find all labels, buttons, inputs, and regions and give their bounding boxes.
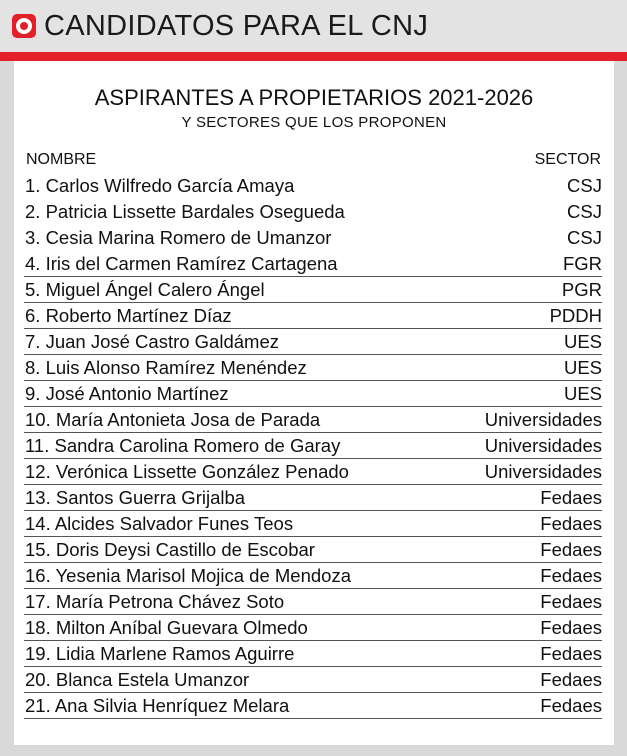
candidate-sector: FGR bbox=[562, 252, 602, 274]
column-header-sector: SECTOR bbox=[534, 151, 601, 168]
candidate-sector: CSJ bbox=[567, 200, 602, 222]
candidate-sector: Fedaes bbox=[540, 642, 602, 664]
candidate-name: 19. Lidia Marlene Ramos Aguirre bbox=[25, 642, 295, 664]
candidate-name: 4. Iris del Carmen Ramírez Cartagena bbox=[25, 252, 338, 274]
candidate-sector: PGR bbox=[561, 278, 602, 300]
column-header-name: NOMBRE bbox=[26, 151, 97, 168]
table-row bbox=[24, 589, 602, 615]
candidate-name: 21. Ana Silvia Henríquez Melara bbox=[25, 694, 290, 716]
candidate-sector: Universidades bbox=[484, 408, 602, 430]
table-row bbox=[24, 407, 602, 433]
candidate-name: 6. Roberto Martínez Díaz bbox=[25, 304, 232, 326]
table-subtitle: Y SECTORES QUE LOS PROPONEN bbox=[181, 114, 447, 131]
table-row bbox=[24, 277, 602, 303]
candidate-name: 7. Juan José Castro Galdámez bbox=[25, 330, 279, 352]
candidate-name: 12. Verónica Lissette González Penado bbox=[25, 460, 349, 482]
table-row bbox=[24, 459, 602, 485]
header-title: CANDIDATOS PARA EL CNJ bbox=[44, 9, 429, 42]
candidate-sector: Fedaes bbox=[540, 564, 602, 586]
table-row bbox=[24, 173, 602, 199]
candidate-sector: Fedaes bbox=[540, 538, 602, 560]
candidate-list bbox=[24, 173, 602, 719]
candidate-sector: Fedaes bbox=[540, 668, 602, 690]
table-row bbox=[24, 225, 602, 251]
candidate-name: 13. Santos Guerra Grijalba bbox=[25, 486, 246, 508]
candidate-name: 10. María Antonieta Josa de Parada bbox=[25, 408, 321, 430]
header-bar bbox=[0, 0, 627, 52]
candidate-name: 20. Blanca Estela Umanzor bbox=[25, 668, 250, 690]
table-row bbox=[24, 355, 602, 381]
candidate-name: 17. María Petrona Chávez Soto bbox=[25, 590, 285, 612]
candidate-name: 1. Carlos Wilfredo García Amaya bbox=[25, 174, 295, 196]
candidate-sector: Fedaes bbox=[540, 694, 602, 716]
candidate-name: 3. Cesia Marina Romero de Umanzor bbox=[25, 226, 332, 248]
candidate-sector: UES bbox=[563, 356, 602, 378]
candidate-name: 16. Yesenia Marisol Mojica de Mendoza bbox=[25, 564, 351, 586]
table-row bbox=[24, 433, 602, 459]
table-row bbox=[24, 667, 602, 693]
table-row bbox=[24, 641, 602, 667]
table-row bbox=[24, 199, 602, 225]
table-title: ASPIRANTES A PROPIETARIOS 2021-2026 bbox=[94, 85, 534, 110]
candidate-sector: Universidades bbox=[484, 460, 602, 482]
candidate-name: 18. Milton Aníbal Guevara Olmedo bbox=[25, 616, 308, 638]
candidate-name: 2. Patricia Lissette Bardales Osegueda bbox=[25, 200, 345, 222]
candidate-name: 5. Miguel Ángel Calero Ángel bbox=[25, 278, 265, 300]
table-row bbox=[24, 615, 602, 641]
candidate-sector: CSJ bbox=[567, 174, 602, 196]
candidate-sector: Fedaes bbox=[540, 616, 602, 638]
candidate-sector: Fedaes bbox=[540, 590, 602, 612]
candidate-sector: UES bbox=[563, 330, 602, 352]
candidate-sector: PDDH bbox=[549, 304, 602, 326]
table-row bbox=[24, 251, 602, 277]
candidate-name: 15. Doris Deysi Castillo de Escobar bbox=[25, 538, 315, 560]
table-row bbox=[24, 485, 602, 511]
table-row bbox=[24, 329, 602, 355]
candidate-sector: Fedaes bbox=[540, 486, 602, 508]
table-row bbox=[24, 563, 602, 589]
candidate-sector: Universidades bbox=[484, 434, 602, 456]
candidate-name: 9. José Antonio Martínez bbox=[25, 382, 229, 404]
candidate-sector: Fedaes bbox=[540, 512, 602, 534]
candidate-sector: CSJ bbox=[567, 226, 602, 248]
candidate-name: 14. Alcides Salvador Funes Teos bbox=[25, 512, 294, 534]
candidate-name: 8. Luis Alonso Ramírez Menéndez bbox=[25, 356, 307, 378]
content-panel bbox=[14, 61, 614, 745]
table-row bbox=[24, 693, 602, 719]
table-row bbox=[24, 381, 602, 407]
red-circle-logo-icon bbox=[12, 14, 36, 38]
table-row bbox=[24, 511, 602, 537]
candidate-sector: UES bbox=[563, 382, 602, 404]
candidate-name: 11. Sandra Carolina Romero de Garay bbox=[25, 434, 341, 456]
table-row bbox=[24, 537, 602, 563]
header-accent-bar bbox=[0, 52, 627, 61]
table-row bbox=[24, 303, 602, 329]
